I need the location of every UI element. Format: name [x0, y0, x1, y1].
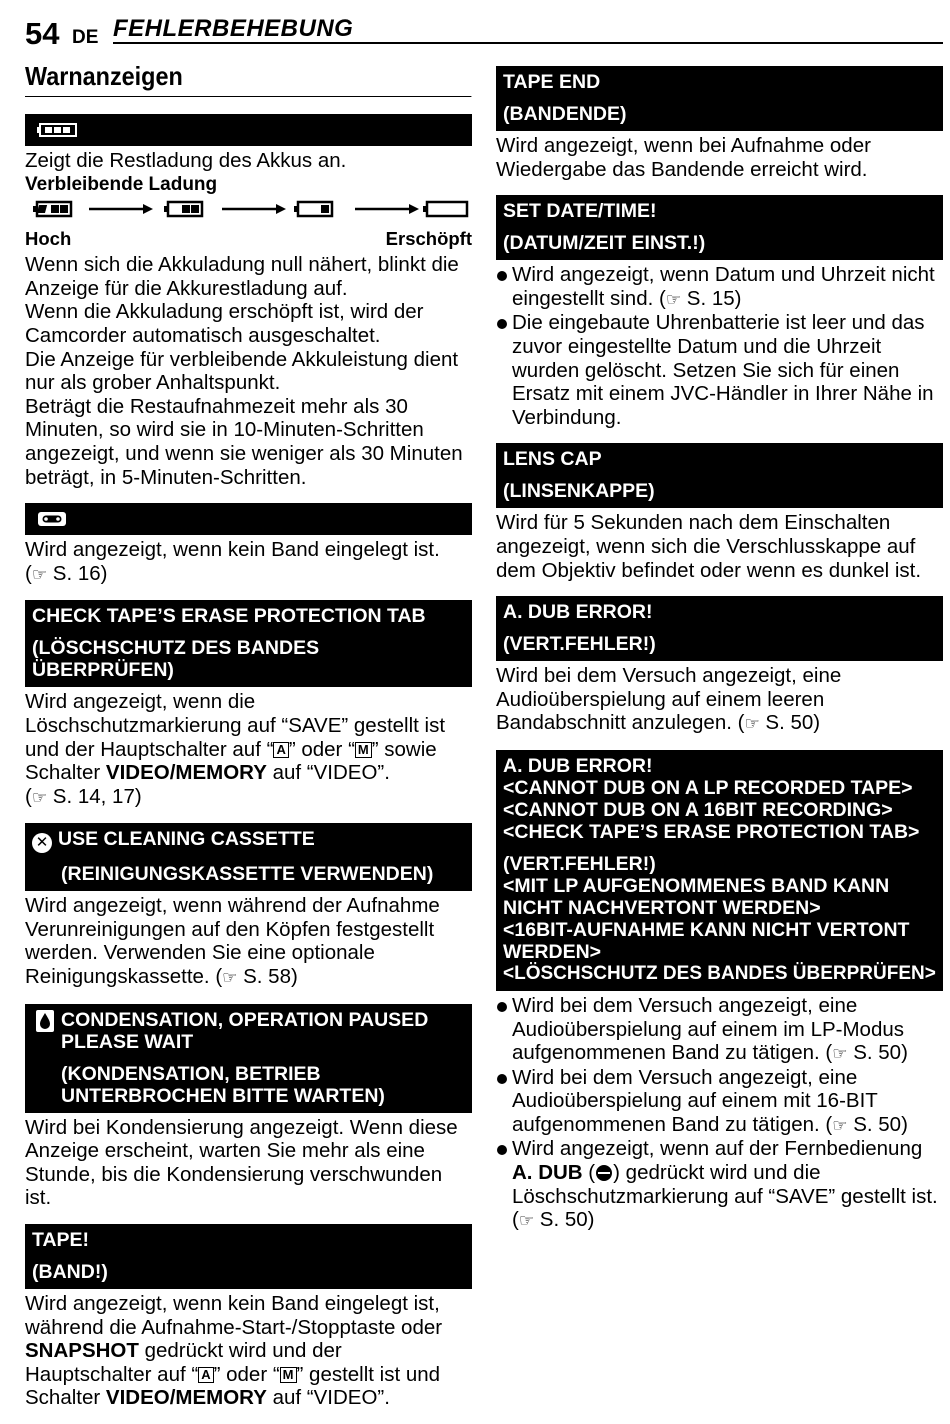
warning-title-translation: (LÖSCHSCHUTZ DES BANDES ÜBERPRÜFEN): [32, 637, 320, 682]
pointing-hand-icon: ☞: [665, 289, 682, 309]
page-number: 54: [25, 16, 60, 51]
manual-mode-icon: M: [355, 742, 372, 758]
tape-warning-text: Wird angezeigt, wenn kein Band eingelegt ist, während die Aufnahme-Start-/Stopptaste oder: [25, 1292, 443, 1339]
condensation-text: Wird bei Kondensierung angezeigt. Wenn diese Anzeige erscheint, warten Sie mehr als eine Stunde, bis die Kondensierung verschwunden ist.: [25, 1115, 458, 1210]
cleaning-cassette-warning-bar: [25, 823, 472, 891]
page-reference: S. 58: [243, 965, 291, 989]
battery-empty-icon: [423, 202, 467, 216]
a-dub-button-icon: [595, 1164, 613, 1182]
check-tape-text: auf “VIDEO”.: [266, 761, 390, 785]
battery-full-icon: [37, 122, 79, 138]
error-x-icon: ✕: [32, 833, 52, 853]
battery-level-labels: [25, 228, 472, 250]
battery-warning-bar: [25, 114, 472, 146]
page-reference: S. 50: [539, 1208, 588, 1232]
check-tape-text: ” sowie Schalter: [25, 737, 437, 785]
no-tape-warning-bar: [25, 503, 472, 535]
battery-level-1-icon: [294, 202, 332, 216]
water-drop-icon: [36, 1010, 54, 1032]
warning-title: <CHECK TAPE’S ERASE PROTECTION TAB>: [503, 820, 920, 843]
warning-title: <CANNOT DUB ON A 16BIT RECORDING>: [503, 798, 893, 821]
warning-title-translation: UNTERBROCHEN BITTE WARTEN): [61, 1084, 385, 1107]
page-reference: S. 16: [52, 561, 101, 585]
battery-subheading: Verbleibende Ladung: [25, 173, 218, 195]
bullet-text: Wird angezeigt, wenn Datum und Uhrzeit nicht eingestellt sind.: [512, 263, 935, 310]
warning-title-translation: (BAND!): [32, 1261, 108, 1284]
pointing-hand-icon: ☞: [518, 1211, 535, 1231]
tape-warning-text: ” gestellt ist und Schalter: [25, 1362, 441, 1410]
battery-paragraph: Wenn sich die Akkuladung null nähert, blinkt die Anzeige für die Akkurestladung auf.: [25, 253, 459, 300]
battery-level-2-icon: [164, 202, 202, 216]
warning-title: PLEASE WAIT: [61, 1030, 194, 1053]
warning-title-translation: <16BIT-AUFNAHME KANN NICHT VERTONT: [503, 918, 910, 941]
warning-title: CHECK TAPE’S ERASE PROTECTION TAB: [32, 605, 426, 628]
page-reference: S. 15: [686, 286, 735, 310]
dub-error-bullets: [496, 994, 943, 1233]
warning-title: TAPE END: [503, 71, 601, 93]
warning-title-translation: (DATUM/ZEIT EINST.!): [503, 232, 706, 255]
snapshot-button-label: SNAPSHOT: [25, 1339, 139, 1363]
pointing-hand-icon: ☞: [222, 968, 238, 988]
check-tape-warning-bar: [25, 600, 472, 687]
pointing-hand-icon: ☞: [31, 787, 48, 807]
cassette-icon: [37, 511, 67, 527]
page-header: [25, 12, 943, 52]
level-empty-label: Erschöpft: [385, 228, 472, 250]
left-column: Warnanzeigen Zeigt die Restladung des Akkus an. Verbleibende Ladung Hoch Erschöpft Wenn sich die Akkuladung null nähert, blinkt die Anzeige für die Akkurestladung auf. Wenn die Akkuladung erschöpft ist, wird der Camcorder automatisch ausgeschaltet. Die Anzeige für verbleibende Akkuleistung dient nur als grober Anhaltspunkt. Beträgt die Restaufnahmezeit mehr als 30 Minuten, so wird sie in 10-Minuten-Schritten angezeigt, und wenn sie weniger als 30 Minuten beträgt, in 5-Minuten-Schritten. Wird angezeigt, wenn kein Band eingelegt ist. (☞ S. 16) CHECK TAPE’S ERASE PROTECTION TAB (LÖSCHSCHUTZ DES BANDES ÜBERPRÜFEN) Wird angezeigt, wenn die Löschschutzmarkierung auf “SAVE” gestellt ist und der Hauptschalter auf “ A ” oder “ M ” sowie Schalter VIDEO/MEMORY auf “VIDEO”. (☞ S. 14, 17) ✕ USE CLEANING CASSETTE (REINIGUNGSKASSETTE VERWENDEN) Wird angezeigt, wenn während der Aufnahme Verunreinigungen auf den Köpfen festgestellt werden. Verwenden Sie eine optionale Reinigungskassette. (☞ S. 58) CONDENSATION, OPERATION PAUSED PLEASE WAIT (KONDENSATION, BETRIEB UNTERBROCHEN BITTE WARTEN) Wird bei Kondensierung angezeigt. Wenn diese Anzeige erscheint, warten Sie mehr als eine Stunde, bis die Kondensierung verschwunden ist. TAPE! (BAND!) Wird angezeigt, wenn kein Band eingelegt ist, während die Aufnahme-Start-/Stopptaste oder SNAPSHOT gedrückt wird und der Hauptschalter auf “ A ” oder “ M ” gestellt ist und Schalter VIDEO/MEMORY auf “VIDEO”.: [25, 61, 472, 1410]
check-tape-text: Wird angezeigt, wenn die Löschschutzmarkierung auf “SAVE” gestellt ist und der Hauptschalter auf “: [25, 690, 446, 761]
video-memory-switch: VIDEO/MEMORY: [105, 1386, 267, 1410]
warning-title: A. DUB ERROR!: [503, 601, 653, 624]
warning-title-translation: (VERT.FEHLER!): [503, 633, 656, 656]
warning-title-translation: (KONDENSATION, BETRIEB: [61, 1062, 321, 1085]
battery-paragraph: Beträgt die Restaufnahmezeit mehr als 30 Minuten, so wird sie in 10-Minuten-Schritten angezeigt, und wenn sie weniger als 30 Minuten beträgt, in 5-Minuten-Schritten.: [25, 394, 463, 489]
dub-error-warning-bar: [496, 596, 943, 661]
video-memory-switch: VIDEO/MEMORY: [105, 761, 267, 785]
list-item: Wird bei dem Versuch angezeigt, eine Audioüberspielung auf einem mit 16-BIT aufgenommenen Band zu tätigen. (☞ S. 50): [496, 1066, 943, 1138]
tape-warning-text: auf “VIDEO”.: [266, 1386, 390, 1410]
warning-title-translation: (VERT.FEHLER!): [503, 852, 656, 875]
page-title: Warnanzeigen: [25, 60, 472, 97]
list-item: Wird bei dem Versuch angezeigt, eine Audioüberspielung auf einem im LP-Modus aufgenommenen Band zu tätigen. (☞ S. 50): [496, 994, 943, 1066]
list-item: Wird angezeigt, wenn Datum und Uhrzeit nicht eingestellt sind. (☞ S. 15): [496, 263, 943, 311]
battery-level-sequence: [25, 198, 472, 228]
list-item: Die eingebaute Uhrenbatterie ist leer und das zuvor eingestellte Datum und die Uhrzeit wurden gelöscht. Setzen Sie sich für einen Ersatz mit einem JVC-Händler in Ihrer Nähe in Verbindung.: [496, 311, 943, 429]
a-dub-button-label: A. DUB: [512, 1161, 583, 1185]
warning-title-translation: (LINSENKAPPE): [503, 480, 655, 503]
check-tape-text: ” oder “: [288, 737, 355, 761]
battery-levels-graphic: [25, 198, 472, 224]
right-column: TAPE END (BANDENDE) Wird angezeigt, wenn bei Aufnahme oder Wiedergabe das Bandende erreicht wird. SET DATE/TIME! (DATUM/ZEIT EINST.!) Wird angezeigt, wenn Datum und Uhrzeit nicht eingestellt sind. (☞ S. 15) Die eingebaute Uhrenbatterie ist leer und das zuvor eingestellte Datum und die Uhrzeit wurden gelöscht. Setzen Sie sich für einen Ersatz mit einem JVC-Händler in Ihrer Nähe in Verbindung. LENS CAP (LINSENKAPPE) Wird für 5 Sekunden nach dem Einschalten angezeigt, wenn sich die Verschlusskappe auf dem Objektiv befindet oder wenn es dunkel ist. A. DUB ERROR! (VERT.FEHLER!) Wird bei dem Versuch angezeigt, eine Audioüberspielung auf einem leeren Bandabschnitt anzulegen. (☞ S. 50) A. DUB ERROR! <CANNOT DUB ON A LP RECORDED TAPE> <CANNOT DUB ON A 16BIT RECORDING> <CHECK TAPE’S ERASE PROTECTION TAB> (VERT.FEHLER!) <MIT LP AUFGENOMMENES BAND KANN NICHT NACHVERTONT WERDEN> <16BIT-AUFNAHME KANN NICHT VERTONT WERDEN> <LÖSCHSCHUTZ DES BANDES ÜBERPRÜFEN> Wird bei dem Versuch angezeigt, eine Audioüberspielung auf einem im LP-Modus aufgenommenen Band zu tätigen. (☞ S. 50) Wird bei dem Versuch angezeigt, eine Audioüberspielung auf einem mit 16-BIT aufgenommenen Band zu tätigen. (☞ S. 50) Wird angezeigt, wenn auf der Fernbedienung A. DUB ( ) gedrückt wird und die Löschschutzmarkierung auf “SAVE” gestellt ist. (☞ S. 50): [496, 66, 943, 1247]
battery-level-3-icon: [33, 202, 71, 216]
bullet-text: Wird angezeigt, wenn auf der Fernbedienung: [512, 1137, 923, 1161]
battery-paragraph: Die Anzeige für verbleibende Akkuleistung dient nur als grober Anhaltspunkt.: [25, 347, 459, 395]
dub-error-text: Wird bei dem Versuch angezeigt, eine Audioüberspielung auf einem leeren Bandabschnitt anzulegen.: [496, 664, 842, 735]
section-title: FEHLERBEHEBUNG: [113, 15, 354, 42]
bullet-text: Wird bei dem Versuch angezeigt, eine Audioüberspielung auf einem im LP-Modus aufgenommenen Band zu tätigen.: [512, 993, 905, 1065]
warning-title: <CANNOT DUB ON A LP RECORDED TAPE>: [503, 776, 913, 799]
no-tape-text: Wird angezeigt, wenn kein Band eingelegt ist.: [25, 538, 440, 562]
warning-title-translation: WERDEN>: [503, 940, 602, 963]
header-rule: [113, 42, 943, 44]
warning-title: USE CLEANING CASSETTE: [58, 828, 315, 851]
cleaning-text: Wird angezeigt, wenn während der Aufnahme Verunreinigungen auf den Köpfen festgestellt werden. Verwenden Sie eine optionale Reinigungskassette.: [25, 894, 440, 989]
pointing-hand-icon: ☞: [31, 564, 48, 584]
tape-end-text: Wird angezeigt, wenn bei Aufnahme oder Wiedergabe das Bandende erreicht wird.: [496, 134, 871, 181]
bullet-text: gedrückt wird und die Löschschutzmarkierung auf “SAVE” gestellt ist.: [512, 1161, 938, 1208]
auto-mode-icon: A: [273, 742, 288, 758]
page-reference: S. 50: [853, 1112, 902, 1136]
level-high-label: Hoch: [25, 228, 72, 250]
language-code: DE: [72, 27, 99, 48]
set-date-bullets: [496, 263, 943, 429]
dub-error-detail-warning-bar: [496, 750, 943, 991]
auto-mode-icon: A: [198, 1367, 213, 1383]
tape-warning-bar: [25, 1224, 472, 1289]
page-reference: S. 50: [765, 711, 814, 735]
warning-title: CONDENSATION, OPERATION PAUSED: [61, 1008, 429, 1031]
battery-description: Zeigt die Restladung des Akkus an.: [25, 149, 347, 172]
warning-title-translation: (REINIGUNGSKASSETTE VERWENDEN): [61, 863, 434, 886]
tape-end-warning-bar: [496, 66, 943, 131]
tape-warning-text: gedrückt wird und der Hauptschalter auf “: [25, 1339, 342, 1386]
pointing-hand-icon: ☞: [744, 714, 760, 734]
set-date-warning-bar: [496, 195, 943, 260]
warning-title: SET DATE/TIME!: [503, 200, 657, 223]
condensation-warning-bar: [25, 1004, 472, 1113]
list-item: Wird angezeigt, wenn auf der Fernbedienung A. DUB ( ) gedrückt wird und die Löschschutzmarkierung auf “SAVE” gestellt ist. (☞ S. 50): [496, 1137, 943, 1232]
warning-title: LENS CAP: [503, 448, 602, 471]
page-reference: S. 50: [853, 1041, 902, 1065]
warning-title-translation: <MIT LP AUFGENOMMENES BAND KANN: [503, 874, 890, 897]
warning-title-translation: <LÖSCHSCHUTZ DES BANDES ÜBERPRÜFEN>: [503, 962, 936, 984]
bullet-text: Wird bei dem Versuch angezeigt, eine Audioüberspielung auf einem mit 16-BIT aufgenommenen Band zu tätigen.: [512, 1065, 878, 1136]
battery-paragraph: Wenn die Akkuladung erschöpft ist, wird der Camcorder automatisch ausgeschaltet.: [25, 300, 424, 347]
pointing-hand-icon: ☞: [832, 1044, 848, 1064]
warning-title: TAPE!: [32, 1229, 90, 1252]
lens-cap-text: Wird für 5 Sekunden nach dem Einschalten angezeigt, wenn sich die Verschlusskappe auf dem Objektiv befindet oder wenn es dunkel ist.: [496, 511, 922, 582]
manual-mode-icon: M: [280, 1367, 297, 1383]
warning-title-translation: (BANDENDE): [503, 103, 627, 125]
pointing-hand-icon: ☞: [832, 1115, 848, 1135]
warning-title-translation: NICHT NACHVERTONT WERDEN>: [503, 896, 821, 919]
warning-title: A. DUB ERROR!: [503, 754, 653, 777]
page-reference: S. 14, 17: [52, 784, 135, 808]
lens-cap-warning-bar: [496, 443, 943, 508]
tape-warning-text: ” oder “: [213, 1362, 280, 1386]
